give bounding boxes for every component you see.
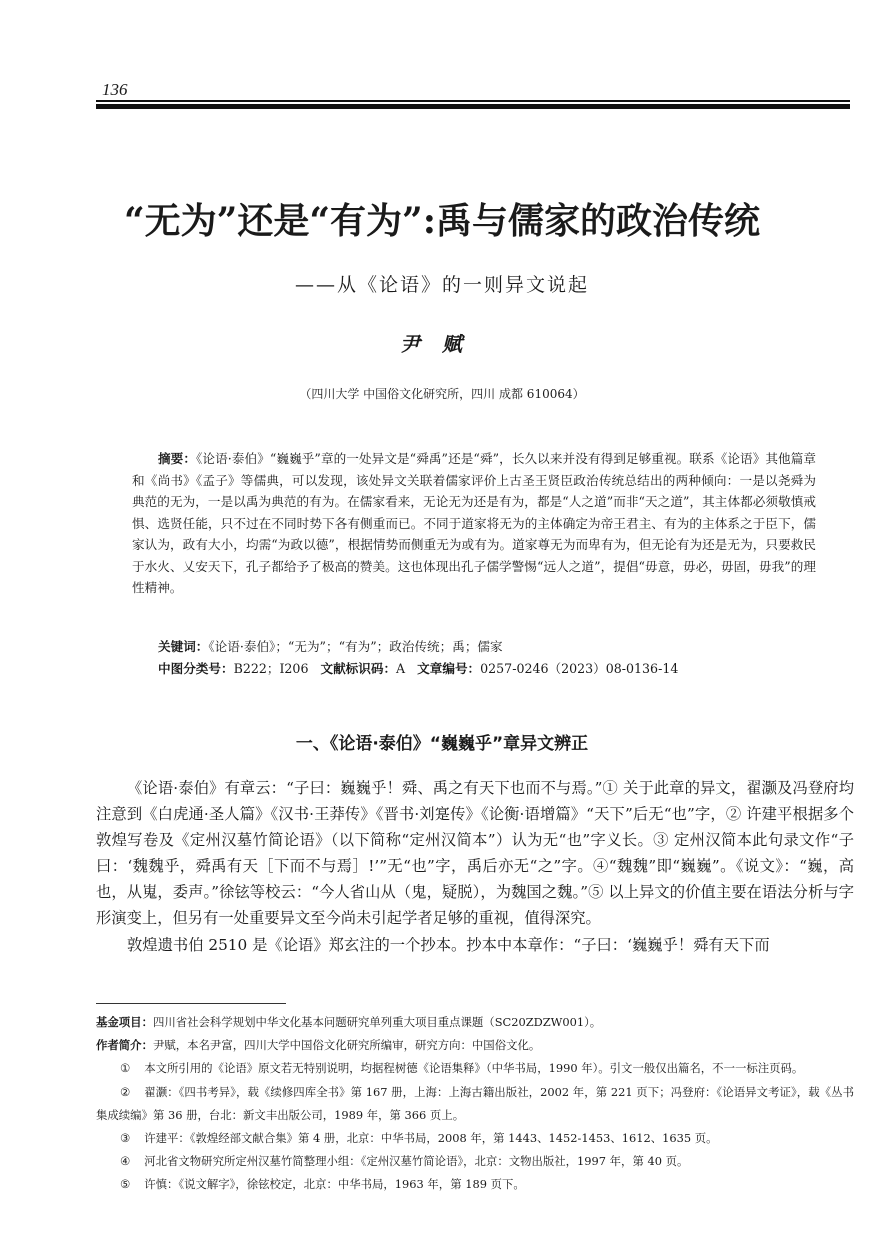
footnote-item <box>96 1057 854 1080</box>
author-affiliation: （四川大学 中国俗文化研究所，四川 成都 610064） <box>299 387 585 401</box>
article-number-value: 0257-0246（2023）08-0136-14 <box>480 661 679 676</box>
footnote-item <box>96 1081 854 1127</box>
article-author <box>0 328 884 357</box>
footnotes <box>96 1011 854 1197</box>
footnote-text: 许慎：《说文解字》，徐铉校定，北京：中华书局，1963 年，第 189 页下。 <box>144 1177 525 1192</box>
article-subtitle: ——从《论语》的一则异文说起 <box>294 274 589 296</box>
footnote-text: 翟灏：《四书考异》，载《续修四库全书》第 167 册，上海：上海古籍出版社，2002 年，第 221 页下；冯登府：《论语异文考证》，载《丛书集成续编》第 36 册，台北：新文丰出版公司，1989 年，第 366 页上。 <box>96 1084 854 1122</box>
header-rule-thin <box>96 100 850 102</box>
author-name: 尹赋 <box>400 332 484 356</box>
footnote-item <box>96 1173 854 1196</box>
footnote-number: ⑤ <box>120 1177 131 1192</box>
header-rule-thick <box>96 104 850 109</box>
footnote-rule <box>96 1003 286 1004</box>
footnote-number: ④ <box>120 1154 131 1169</box>
fund-text: 四川省社会科学规划中华文化基本问题研究单列重大项目重点课题（SC20ZDZW001）。 <box>152 1015 602 1029</box>
author-bio-label: 作者简介： <box>96 1038 153 1053</box>
article-title: “无为”还是“有为”:禹与儒家的政治传统 <box>123 200 761 242</box>
footnote-text: 本文所引用的《论语》原文若无特别说明，均据程树德《论语集释》（中华书局，1990 年）。引文一般仅出篇名，不一一标注页码。 <box>144 1061 804 1076</box>
clc-label: 中图分类号： <box>158 661 234 676</box>
doc-code-value: A <box>396 661 406 676</box>
footnote-number: ② <box>120 1084 131 1099</box>
abstract-text: 《论语·泰伯》“巍巍乎”章的一处异文是“舜禹”还是“舜”，长久以来并没有得到足够重视。联系《论语》其他篇章和《尚书》《孟子》等儒典，可以发现，该处异文关联着儒家评价上古圣王贤臣政治传统总结出的两种倾向：一是以尧舜为典范的无为，一是以禹为典范的有为。在儒家看来，无论无为还是有为，都是“人之道”而非“天之道”，其主体都必须敬慎戒惧、选贤任能，只不过在不同时势下各有侧重而已。不同于道家将无为的主体确定为帝王君主、有为的主体系之于臣下，儒家认为，政有大小，均需“为政以德”，根据情势而侧重无为或有为。道家尊无为而卑有为，但无论有为还是无为，只要救民于水火、乂安天下，孔子都给予了极高的赞美。这也体现出孔子儒学警惕“远人之道”，提倡“毋意，毋必，毋固，毋我”的理性精神。 <box>132 451 816 595</box>
author-bio-text: 尹赋，本名尹富，四川大学中国俗文化研究所编审，研究方向：中国俗文化。 <box>152 1038 541 1053</box>
keywords-text: 《论语·泰伯》；“无为”；“有为”；政治传统；禹；儒家 <box>208 639 503 654</box>
abstract-label: 摘要： <box>158 451 197 466</box>
body-paragraph: 敦煌遗书伯 2510 是《论语》郑玄注的一个抄本。抄本中本章作：“子曰：‘巍巍乎！舜有天下而 <box>127 935 770 954</box>
footnote-text: 许建平：《敦煌经部文献合集》第 4 册，北京：中华书局，2008 年，第 1443、1452-1453、1612、1635 页。 <box>144 1131 718 1146</box>
page-number: 136 <box>102 80 128 99</box>
footnote-number: ③ <box>120 1131 131 1146</box>
footnote-text: 河北省文物研究所定州汉墓竹简整理小组：《定州汉墓竹简论语》，北京：文物出版社，1997 年，第 40 页。 <box>144 1154 689 1169</box>
abstract <box>132 448 816 599</box>
footnote-item <box>96 1127 854 1150</box>
section-heading: 一、《论语·泰伯》“巍巍乎”章异文辨正 <box>295 734 589 754</box>
doc-code-label: 文献标识码： <box>320 661 397 676</box>
body-text <box>96 775 854 958</box>
article-number-label: 文章编号： <box>417 661 481 676</box>
clc-value: B222；I206 <box>233 661 309 676</box>
footnote-item <box>96 1150 854 1173</box>
fund-note <box>96 1011 854 1034</box>
footnote-number: ① <box>120 1061 131 1076</box>
keywords-label: 关键词： <box>158 639 209 654</box>
keywords <box>158 636 818 658</box>
classification-line <box>158 658 838 680</box>
author-note <box>96 1034 854 1057</box>
fund-label: 基金项目： <box>96 1015 153 1029</box>
body-paragraph: 《论语·泰伯》有章云：“子曰：巍巍乎！舜、禹之有天下也而不与焉。”① 关于此章的异文，翟灏及冯登府均注意到《白虎通·圣人篇》《汉书·王莽传》《晋书·刘寔传》《论衡·语增篇》“天下”后无“也”字，② 许建平根据多个敦煌写卷及《定州汉墓竹简论语》（以下简称“定州汉简本”）认为无“也”字义长。③ 定州汉简本此句录文作“子曰：‘魏魏乎，舜禹有天［下而不与焉］!’”无“也”字，禹后亦无“之”字。④“魏魏”即“巍巍”。《说文》：“巍，高也，从嵬，委声。”徐铉等校云：“今人省山从（鬼，疑脱），为魏国之魏。”⑤ 以上异文的价值主要在语法分析与字形演变上，但另有一处重要异文至今尚未引起学者足够的重视，值得深究。 <box>96 779 854 928</box>
